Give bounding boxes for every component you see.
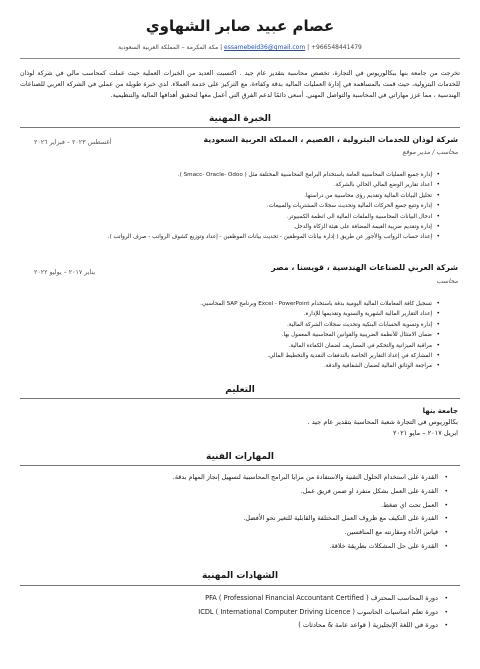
separator: | bbox=[218, 44, 223, 51]
job-date: أغسطس ٢٠٢٣ – فبراير ٢٠٢٦ bbox=[34, 139, 112, 146]
list-item: • القدرة على استخدام الحلول التقنية والاستفادة من مزايا البرامج المحاسبية لتسهيل إنجاز المهام بدقة. bbox=[40, 471, 448, 485]
education-date: ابريل ٢٠١٧ – مايو ٢٠٢١ bbox=[393, 429, 458, 437]
list-item: • العمل تحت اي ضغط. bbox=[40, 499, 448, 513]
bullet-icon: • bbox=[444, 474, 448, 481]
bullet-icon: • bbox=[436, 223, 440, 231]
list-item: • القدرة على العمل بشكل منفرد او ضمن فريق عمل. bbox=[40, 485, 448, 499]
bullet-icon: • bbox=[436, 233, 440, 241]
skills-list bbox=[40, 471, 448, 554]
education-degree: بكالوريوس في التجارة شعبة المحاسبة بتقدير عام جيد . bbox=[307, 418, 458, 426]
job-role: محاسب / مدير موقع bbox=[402, 148, 458, 156]
certificates-section-title: الشهادات المهنية bbox=[201, 571, 279, 581]
separator: | bbox=[305, 44, 310, 51]
list-item: • ضمان الامتثال للأنظمة الضريبية والقوانين المحاسبية المعمول بها. bbox=[40, 330, 440, 340]
list-item: • تسجيل كافة المعاملات المالية اليومية بدقة باستخدام Excel - PowerPoint وبرنامج SAP المحاسبي. bbox=[40, 299, 440, 309]
list-item: • إعداد التقارير المالية الشهرية والسنوية وتقديمها للإدارة. bbox=[40, 309, 440, 319]
bullet-icon: • bbox=[444, 542, 448, 550]
bullet-icon: • bbox=[436, 341, 440, 349]
list-item: • مراجعة الوثائق المالية لضمان الشفافية والدقة. bbox=[40, 361, 440, 371]
bullet-icon: • bbox=[436, 171, 440, 178]
bullet-icon: • bbox=[436, 362, 440, 370]
phone-number: +966548441479 bbox=[311, 44, 362, 51]
education-school: جامعة بنها bbox=[422, 407, 458, 415]
list-item: • إعداد حساب الرواتب والأجور عن طريق ( إدارة بيانات الموظفين - تحديث بيانات الموظفين - إعداد وتوزيع كشوف الرواتب - صرف الرواتب ). bbox=[40, 232, 440, 242]
list-item: • إدارة وتسوية الحسابات البنكية وتحديث سجلات الشركة المالية. bbox=[40, 320, 440, 330]
list-item: • دورة تعلم اساسيات الحاسوب ICDL ( International Computer Driving Licence ) bbox=[40, 606, 448, 620]
education-section-title: التعليم bbox=[225, 385, 255, 395]
skills-section-title: المهارات الفنية bbox=[205, 452, 274, 462]
bullet-icon: • bbox=[436, 181, 440, 189]
bullet-icon: • bbox=[444, 515, 448, 523]
section-divider bbox=[20, 465, 460, 466]
bullet-icon: • bbox=[444, 608, 448, 616]
section-divider bbox=[20, 398, 460, 399]
list-item: • المشاركة في إعداد التقارير الخاصة بالتدفقات النقدية والتخطيط المالي. bbox=[40, 351, 440, 361]
list-item: • القدرة على حل المشكلات بطريقة خلاقة. bbox=[40, 540, 448, 554]
bullet-icon: • bbox=[436, 191, 440, 199]
list-item: • إدارة وتقديم ضريبة القيمة المضافة على هيئة الزكاة والدخل. bbox=[40, 222, 440, 232]
bullet-icon: • bbox=[436, 352, 440, 360]
location-text: مكة المكرمة – المملكة العربية السعودية bbox=[118, 44, 219, 51]
header-divider bbox=[20, 58, 460, 59]
job-company: شركة العربي للصناعات الهندسية ، قويسنا ، مصر bbox=[271, 263, 458, 272]
job-responsibilities bbox=[40, 170, 440, 243]
section-divider bbox=[20, 127, 460, 128]
bullet-icon: • bbox=[444, 501, 448, 509]
profile-summary: تخرجت من جامعة بنها ببكالوريوس في التجارة، تخصص محاسبة بتقدير عام جيد . اكتسبت العديد من الخبرات العملية حيث عملت كمحاسب مالي في شركة لوذان للخدمات البترولية، حيث قمت بالمساهمة في إدارة العمليات المالية بدقة وكفاءة، مع التركيز على خدمة العملاء. لدي خبرة طويلة من عملي في الشركة العربي للصناعات الهندسية ، مما عزز مهاراتي في المحاسبة والتواصل المهني. أسعى دائمًا لدعم الفرق التي أعمل معها لتحقيق أهدافها المالية والتنظيمية. bbox=[20, 70, 460, 99]
list-item: • قياس الأداء ومقارنته مع المنافسين. bbox=[40, 526, 448, 540]
bullet-icon: • bbox=[436, 331, 440, 339]
list-item: • مراقبة الميزانية والتحكم في المصاريف لضمان الكفاءة المالية. bbox=[40, 341, 440, 351]
bullet-icon: • bbox=[436, 202, 440, 210]
bullet-icon: • bbox=[444, 595, 448, 602]
email-link[interactable]: essamebeid36@gmail.com bbox=[224, 44, 306, 51]
bullet-icon: • bbox=[444, 487, 448, 495]
list-item: • اعداد تقارير الوضع المالي الحالي بالشركة. bbox=[40, 180, 440, 190]
bullet-icon: • bbox=[436, 310, 440, 318]
bullet-icon: • bbox=[444, 529, 448, 537]
list-item: • القدرة على التكيف مع ظروف العمل المختلفة والقابلية للتغير نحو الأفضل. bbox=[40, 512, 448, 526]
contact-line bbox=[0, 44, 480, 51]
bullet-icon: • bbox=[444, 622, 448, 629]
list-item: • دورة المحاسب المحترف PFA ( Professional Financial Accountant Certified ) bbox=[40, 592, 448, 606]
candidate-name: عصام عبيد صابر الشهاوي bbox=[145, 17, 335, 35]
job-responsibilities bbox=[40, 299, 440, 372]
list-item: • تحليل البيانات المالية وتقديم رؤى محاسبية من دراستها. bbox=[40, 191, 440, 201]
list-item: • ادخال البيانات المحاسبية والملفات المالية الى انظمة الكمبيوتر. bbox=[40, 212, 440, 222]
experience-section-title: الخبرة المهنية bbox=[209, 114, 271, 124]
certificates-list bbox=[40, 592, 448, 633]
section-divider bbox=[20, 585, 460, 586]
list-item: • إدارة جميع العمليات المحاسبية العامة باستخدام البرامج المحاسبية المختلفة مثل ( Smacc- Oracle- Odoo ). bbox=[40, 170, 440, 180]
job-company: شركة لوذان للخدمات البترولية ، القصيم ، المملكة العربية السعودية bbox=[203, 135, 458, 144]
job-role: محاسب bbox=[436, 277, 458, 285]
bullet-icon: • bbox=[436, 320, 440, 328]
bullet-icon: • bbox=[436, 300, 440, 307]
job-date: يناير ٢٠١٧ – يوليو ٢٠٢٢ bbox=[34, 269, 96, 276]
bullet-icon: • bbox=[436, 212, 440, 220]
list-item: • إدارة وتتبع جميع الحركات المالية وتحديث سجلات المشتريات والمبيعات. bbox=[40, 201, 440, 211]
list-item: • دورة في اللغة الإنجليزية ( قواعد عامة & محادثات ) bbox=[40, 619, 448, 633]
